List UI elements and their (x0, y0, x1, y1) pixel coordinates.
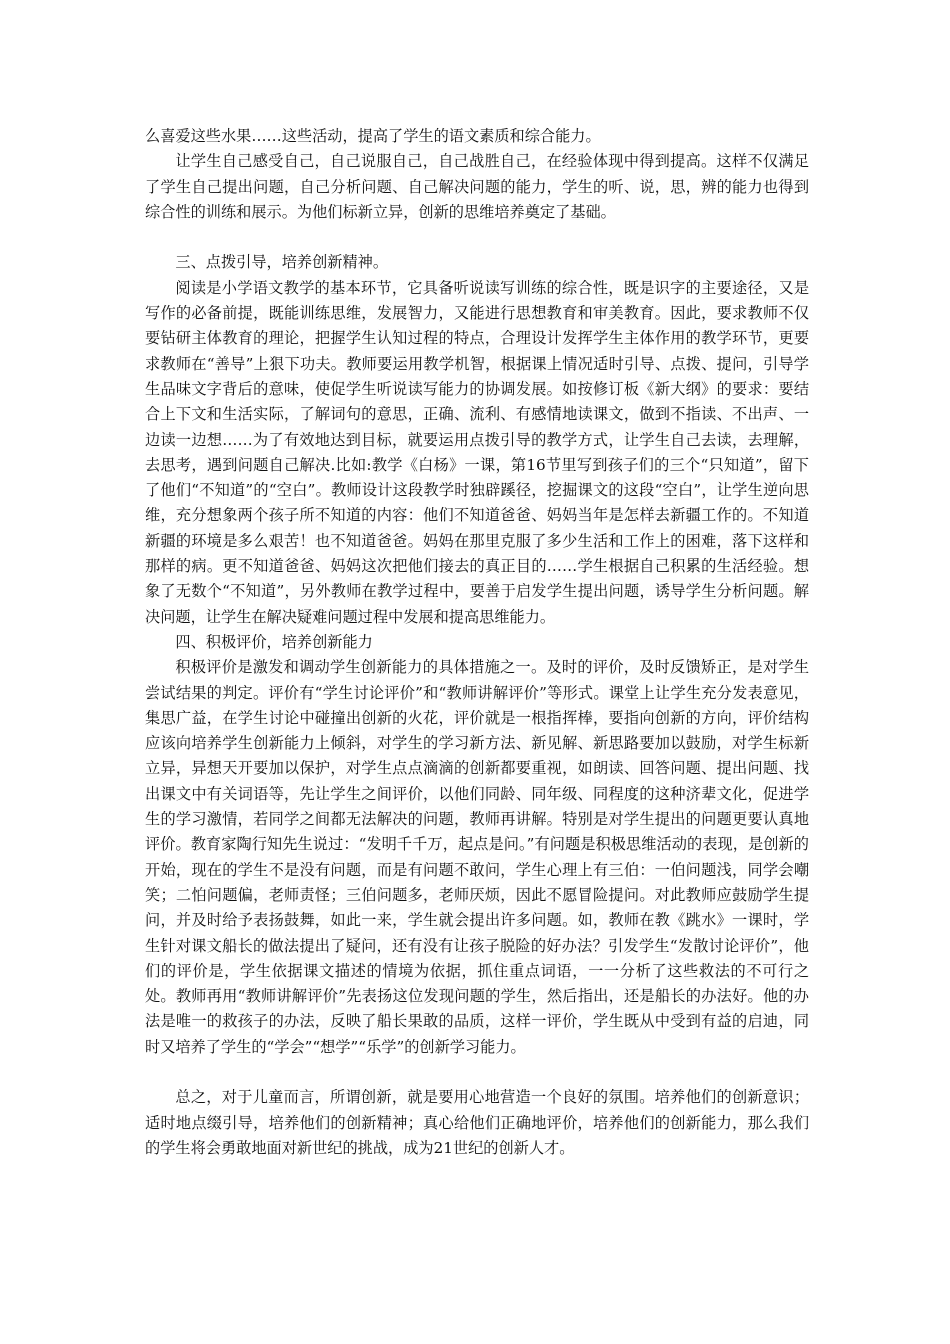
blank-line (145, 225, 809, 250)
document-body (145, 124, 809, 1161)
section-heading-4: 四、积极评价，培养创新能力 (175, 632, 373, 651)
paragraph-reading-guidance: 阅读是小学语文教学的基本环节，它具备听说读写训练的综合性，既是识字的主要途径，又是写作的必备前提，既能训练思维，发展智力，又能进行思想教育和审美教育。因此，要求教师不仅要钻研主体教育的理论，把握学生认知过程的特点，合理设计发挥学生主体作用的教学环节，更要求教师在“善导”上狠下功夫。教师要运用教学机智，根据课上情况适时引导、点拨、提问，引导学生品味文字背后的意味，使促学生听说读写能力的协调发展。如按修订板《新大纲》的要求：要结合上下文和生活实际，了解词句的意思，正确、流利、有感情地读课文，做到不指读、不出声、一边读一边想……为了有效地达到目标，就要运用点拨引导的教学方式，让学生自己去读，去理解，去思考，遇到问题自己解决.比如:教学《白杨》一课，第16节里写到孩子们的三个“只知道”，留下了他们“不知道”的“空白”。教师设计这段教学时独辟蹊径，挖掘课文的这段“空白”，让学生逆向思维，充分想象两个孩子所不知道的内容：他们不知道爸爸、妈妈当年是怎样去新疆工作的。不知道新疆的环境是多么艰苦！也不知道爸爸。妈妈在那里克服了多少生活和工作上的困难，落下这样和那样的病。更不知道爸爸、妈妈这次把他们接去的真正目的……学生根据自己积累的生活经验。想象了无数个“不知道”，另外教师在教学过程中，要善于启发学生提出问题，诱导学生分析问题。解决问题，让学生在解决疑难问题过程中发展和提高思维能力。 (145, 278, 809, 626)
section-heading-3: 三、点拨引导，培养创新精神。 (175, 253, 389, 272)
blank-line (145, 1060, 809, 1085)
paragraph-conclusion: 总之，对于儿童而言，所谓创新，就是要用心地营造一个良好的氛围。培养他们的创新意识；适时地点缀引导，培养他们的创新精神；真心给他们正确地评价，培养他们的创新能力，那么我们的学生将会勇敢地面对新世纪的挑战，成为21世纪的创新人才。 (145, 1088, 809, 1157)
paragraph-self-experience: 让学生自己感受自己，自己说服自己，自己战胜自己，在经验体现中得到提高。这样不仅满足了学生自己提出问题，自己分析问题、自己解决问题的能力，学生的听、说，思，辨的能力也得到综合性的训练和展示。为他们标新立异，创新的思维培养奠定了基础。 (145, 152, 809, 221)
paragraph-continuation: 么喜爱这些水果……这些活动，提高了学生的语文素质和综合能力。 (145, 127, 601, 145)
paragraph-positive-evaluation: 积极评价是激发和调动学生创新能力的具体措施之一。及时的评价，及时反馈矫正，是对学生尝试结果的判定。评价有“学生讨论评价”和“教师讲解评价”等形式。课堂上让学生充分发表意见，集思广益，在学生讨论中碰撞出创新的火花，评价就是一根指挥棒，要指向创新的方向，评价结构应该向培养学生创新能力上倾斜，对学生的学习新方法、新见解、新思路要加以鼓励，对学生标新立异，异想天开要加以保护，对学生点点滴滴的创新都要重视，如朗读、回答问题、提出问题、找出课文中有关词语等，先让学生之间评价，以他们同龄、同年级、同程度的这种济辈文化，促进学生的学习激情，若同学之间都无法解决的问题，教师再讲解。特别是对学生提出的问题更要认真地评价。教育家陶行知先生说过：“发明千千万，起点是问。”有问题是积极思维活动的表现，是创新的开始，现在的学生不是没有问题，而是有问题不敢问，学生心理上有三伯：一伯问题浅，同学会嘲笑；二怕问题偏，老师责怪；三伯问题多，老师厌烦，因此不愿冒险提问。对此教师应鼓励学生提问，并及时给予表扬鼓舞，如此一来，学生就会提出许多问题。如，教师在教《跳水》一课时，学生针对课文船长的做法提出了疑问，还有没有让孩子脱险的好办法？引发学生“发散讨论评价”，他们的评价是，学生依据课文描述的情境为依据，抓住重点词语，一一分析了这些救法的不可行之处。教师再用“教师讲解评价”先表扬这位发现问题的学生，然后指出，还是船长的办法好。他的办法是唯一的救孩子的办法，反映了船长果敢的品质，这样一评价，学生既从中受到有益的启迪，同时又培养了学生的“学会”“想学”“乐学”的创新学习能力。 (145, 658, 809, 1056)
